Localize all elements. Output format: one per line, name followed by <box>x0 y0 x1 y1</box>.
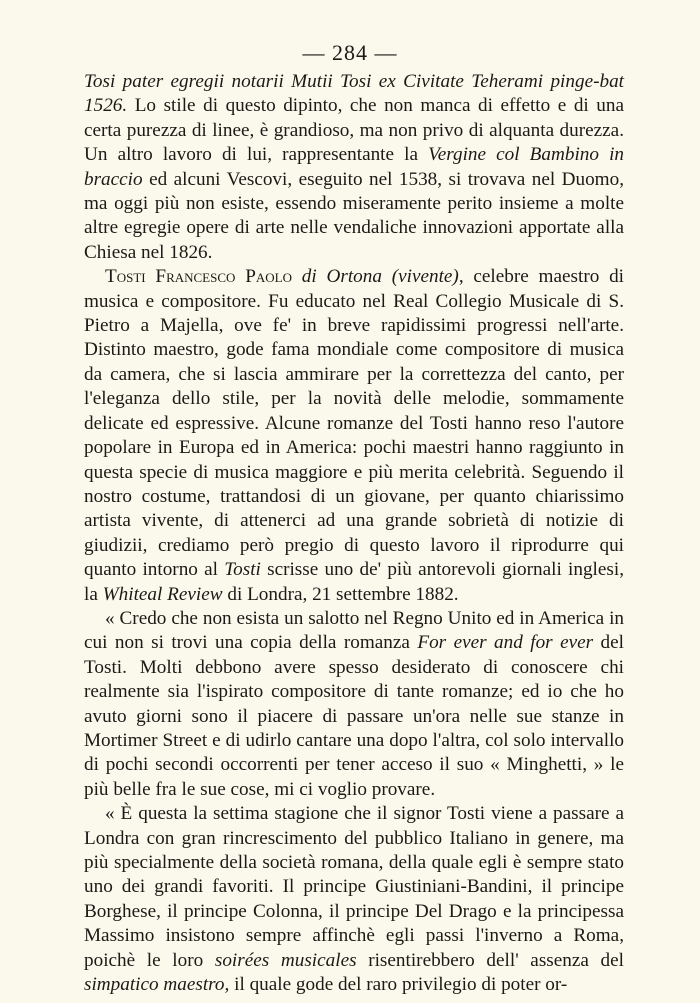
page-number: — 284 — <box>302 40 398 65</box>
paragraph-tosti-entry: Tosti Francesco Paolo di Ortona (vivente), celebre maestro di musica e compositore. Fu educato nel Real Collegio Musicale di S. Pietro a Majella, ove fe' in breve rapidissimi progressi nell'arte. Distinto maestro, gode fama mondiale come compositore di musica da camera, che si lascia ammirare per la correttezza del canto, per l'eleganza dello stile, per la novità delle melodie, sommamente delicate ed espressive. Alcune romanze del Tosti hanno reso l'autore popolare in Europa ed in America: pochi maestri hanno raggiunto in questa specie di musica maggiore e più merita celebrità. Seguendo il nostro costume, trattandosi di un giovane, per quanto chiarissimo artista vivente, di attenerci ad una grande sobrietà di notizie di giudizii, crediamo però pregio di questo lavoro il riprodurre qui quanto intorno al Tosti scrisse uno de' più antorevoli giornali inglesi, la Whiteal Review di Londra, 21 settembre 1882. <box>84 266 625 605</box>
artwork-title: Vergine col Bambino in braccio <box>84 144 624 190</box>
entry-origin: di Ortona (vivente) <box>301 266 459 288</box>
paragraph-quote-1: « Credo che non esista un salotto nel Regno Unito ed in America in cui non si trovi una copia della romanza For ever and for ever del Tosti. Molti debbono avere spesso desiderato di conoscere chi realmente sia l'ispirato compositore di tante romanze; ed io che ho avuto giorni sono il piacere di passare un'ora nelle sue stanze in Mortimer Street e di udirlo cantare una dopo l'altra, col solo intervallo di pochi secondi occorrenti per tener acceso il suo « Minghetti, » le più belle fra le sue cose, mi ci voglio provare. <box>84 607 624 800</box>
paragraph-quote-2: « È questa la settima stagione che il signor Tosti viene a passare a Londra con gran rincrescimento del pubblico Italiano in genere, ma più specialmente della società romana, della quale egli è sempre stato uno dei grandi favoriti. Il principe Giustiniani-Bandini, il principe Borghese, il principe Colonna, il principe Del Drago e la principessa Massimo insistono sempre affinchè egli passi l'inverno a Roma, poichè le loro soirées musicales risentirebbero dell' assenza del simpatico maestro, il quale gode del raro privilegio di poter or- <box>84 803 624 996</box>
latin-inscription: Tosi pater egregii notarii Mutii Tosi ex Civitate Teherami pinge-bat 1526. <box>84 71 624 117</box>
song-title: For ever and for ever <box>417 632 594 654</box>
newspaper-name: Whiteal Review <box>102 583 223 605</box>
body-text <box>84 70 624 997</box>
paragraph-painting: Tosi pater egregii notarii Mutii Tosi ex Civitate Teherami pinge-bat 1526. Lo stile di questo dipinto, che non manca di effetto e di una certa purezza di linee, è grandioso, ma non privo di alquanta durezza. Un altro lavoro di lui, rappresentante la Vergine col Bambino in braccio ed alcuni Vescovi, eseguito nel 1538, si trovava nel Duomo, ma oggi più non esiste, essendo miseramente perito insieme a molte altre egregie opere di arte nelle vendaliche innovazioni apportate alla Chiesa nel 1826. <box>84 71 624 263</box>
entry-name: Tosti Francesco Paolo <box>105 266 292 288</box>
